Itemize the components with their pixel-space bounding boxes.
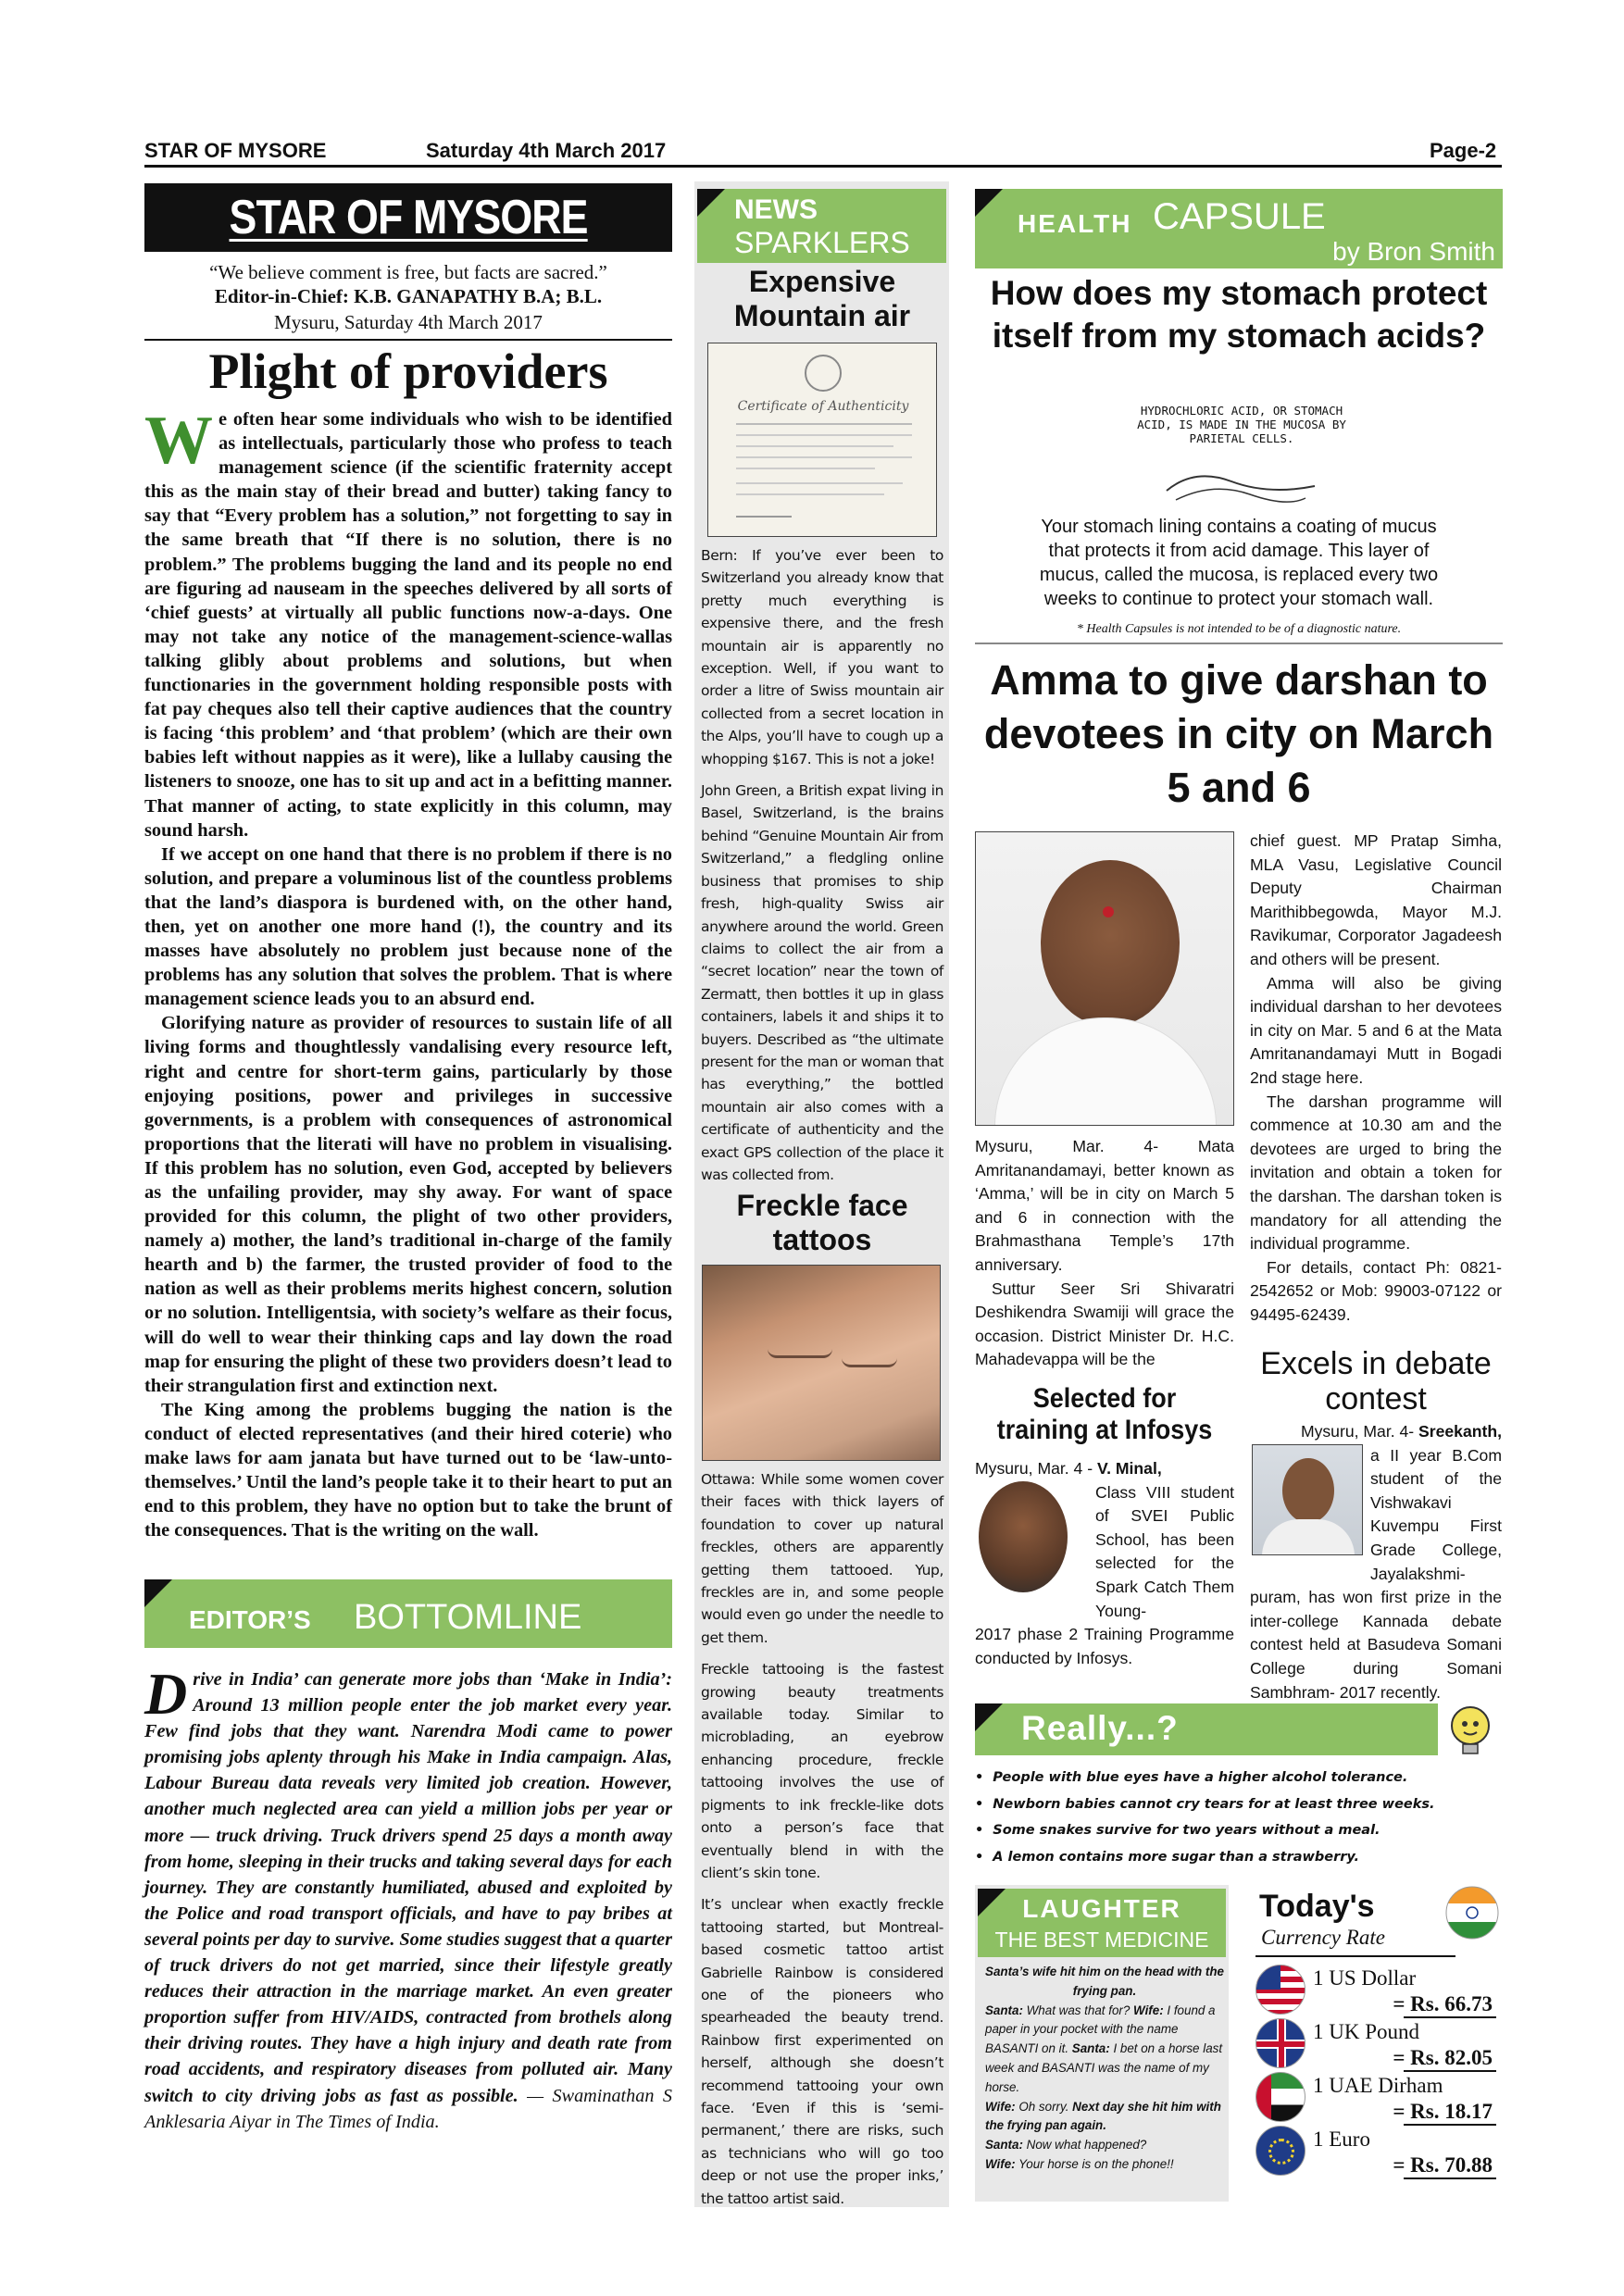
bottomline-byline: — Swaminathan S Anklesaria Aiyar in The Times of India.: [144, 2085, 672, 2132]
minal-photo: [979, 1481, 1068, 1592]
currency-name: 1 US Dollar: [1313, 1966, 1417, 1990]
bottomline-label-bold: EDITOR’S: [189, 1605, 311, 1634]
certificate-image: [707, 343, 937, 537]
training-body-2: 2017 phase 2 Training Programme conducted by Infosys.: [975, 1625, 1234, 1667]
health-label-light: CAPSULE: [1153, 196, 1326, 237]
masthead-editor: Editor-in-Chief: K.B. GANAPATHY B.A; B.L.: [214, 285, 603, 307]
amma-left-paragraph-2: Suttur Seer Sri Shivaratri Deshikendra Swamiji will grace the occasion. District Minister Dr. H.C. Mahadevappa will be the: [975, 1279, 1234, 1369]
health-banner: [975, 189, 1503, 268]
health-sketch-note: HYDROCHLORIC ACID, OR STOMACH ACID, IS MADE IN THE MUCOSA BY PARIETAL CELLS.: [1137, 404, 1346, 445]
banner-corner-mark: [975, 189, 1003, 217]
training-dateline: Mysuru, Mar. 4 -: [975, 1459, 1093, 1478]
masthead-dateline: Mysuru, Saturday 4th March 2017: [274, 311, 543, 333]
laughter-label-light: THE BEST MEDICINE: [994, 1928, 1209, 1952]
banner-corner-mark: [697, 189, 725, 217]
debate-headline: Excels in debate contest: [1260, 1346, 1492, 1416]
currency-value: = Rs. 66.73: [1393, 1992, 1493, 2015]
really-banner: [975, 1703, 1438, 1755]
header-date: Saturday 4th March 2017: [426, 139, 667, 162]
editorial-paragraph-1: e often hear some individuals who wish to be identified as intellectuals, particularly those who profess to teach management science (if the scientific fraternity accept this as the main stay of their bread and butter) taking fancy to say that “Every problem has a solution,” not forgetting to say in the same breath that “If there is no solution, there is no problem.” The problems bugging the land and its people no end are figuring ad nauseam in the speeches delivered by all sorts of ‘chief guests’ at virtually all public functions now-a-days. One may not take any notice of the management-science-wallas talking glibly about problems and solutions, but when functionaries in the government holding responsible posts with fat pay cheques also tell their captive audiences that the country is facing ‘this problem’ and ‘that problem’ (which are their own babies left without nappies as it were), like a lullaby causing the listeners to snooze, one has to sit up and act in a befitting manner. That manner of acting, to state explicitly in this column, may sound harsh.: [144, 409, 672, 841]
header-paper-name: STAR OF MYSORE: [144, 139, 327, 162]
currency-title: Today's: [1259, 1889, 1375, 1924]
really-label: Really...?: [1021, 1709, 1179, 1747]
health-byline: by Bron Smith: [1332, 237, 1495, 266]
laughter-banner: [978, 1889, 1226, 1957]
masthead-rule: [144, 339, 672, 341]
lightbulb-icon: [1440, 1700, 1501, 1761]
debate-body: [1250, 1420, 1502, 1704]
currency-subtitle: Currency Rate: [1261, 1926, 1385, 1949]
india-flag-icon: [1444, 1885, 1500, 1940]
sparklers-story1-title: Expensive Mountain air: [733, 265, 911, 332]
really-item: • Newborn babies cannot cry tears for at least three weeks.: [975, 1791, 1503, 1818]
laughter-speaker: Wife:: [985, 2099, 1016, 2114]
editorial-paragraph-3: Glorifying nature as provider of resources to sustain life of all living forms and thoughtlessly vandalising every resource left, right and centre for short-term gains, particularly by those enjoying positions, power and privileges in successive governments, is a problem with consequences of astronomical proportions that the literati will have no problem in visualising. If this problem has no solution, even God, accepted by believers as the unfailing provider, may shy away. For want of space provided for this column, the plight of two other providers, namely a) mother, the land’s traditional in-charge of the family hearth and b) the farmer, the trusted provider of food to the nation as well as their problems merits highest concern, solution or no solution. Intelligentsia, with society’s welfare as their focus, will do well to wear their thinking caps and lay down the road map for ensuring the plight of these two providers doesn’t lead to their strangulation first and extinction next.: [144, 1013, 672, 1396]
debate-body-2: puram, has won first prize in the inter-college Kannada debate contest held at Basudeva Somani College during Somani Sambhram- 2017 recently.: [1250, 1588, 1502, 1702]
health-rule: [975, 643, 1503, 644]
amma-photo: [975, 831, 1234, 1126]
bottomline-body: [144, 1661, 672, 2135]
sparklers-story2-paragraph-1: Ottawa: While some women cover their faces with thick layers of foundation to cover up natural freckles, others are apparently getting them tattooed. Yup, freckles are in, and some people would even go under the needle to get them.: [701, 1471, 943, 1646]
amma-left-body: [975, 1135, 1234, 1372]
amma-headline: Amma to give darshan to devotees in city on March 5 and 6: [983, 656, 1494, 811]
debate-dateline: Mysuru, Mar. 4-: [1300, 1422, 1415, 1441]
currency-name: 1 Euro: [1313, 2128, 1370, 2151]
health-headline: How does my stomach protect itself from my stomach acids?: [990, 274, 1488, 355]
header-page-number: Page-2: [1430, 139, 1497, 162]
currency-row-usd: [1255, 1965, 1496, 2020]
bottomline-banner: [144, 1579, 672, 1648]
laughter-speaker: Wife:: [1133, 2003, 1164, 2017]
laughter-intro: Santa’s wife hit him on the head with the frying pan.: [985, 1965, 1224, 1998]
debate-body-1: a II year B.Com student of the Vishwakavi Kuvempu First Grade College, Jayalakshmi-: [1370, 1445, 1502, 1583]
currency-value: = Rs. 70.88: [1393, 2153, 1493, 2177]
health-body: Your stomach lining contains a coating of mucus that protects it from acid damage. This layer of mucus, called the mucosa, is replaced every two weeks to continue to protect your stomach wall.: [1039, 517, 1439, 609]
sparklers-story2-title: Freckle face tattoos: [736, 1189, 908, 1256]
amma-right-paragraph-1: chief guest. MP Pratap Simha, MLA Vasu, Legislative Council Deputy Chairman Marithibbegowda, Mayor M.J. Ravikumar, Corporator Jagadeesh and others will be present.: [1250, 831, 1502, 968]
certificate-seal-icon: [805, 355, 842, 392]
sparklers-story2-body: [701, 1468, 943, 2210]
training-body: [975, 1457, 1234, 1670]
currency-row-aed: [1255, 2072, 1496, 2128]
currency-row-eur: [1255, 2126, 1496, 2181]
sparklers-banner: [697, 189, 946, 263]
amma-right-paragraph-4: For details, contact Ph: 0821-2542652 or Mob: 99003-07122 or 94495-62439.: [1250, 1257, 1502, 1324]
banner-corner-mark: [144, 1579, 172, 1607]
us-flag-icon: [1255, 1965, 1305, 2015]
laughter-line: Now what happened?: [1026, 2138, 1147, 2152]
bottomline-dropcap: D: [144, 1661, 188, 1727]
laughter-line: I found a paper in your pocket with the name BASANTI on it.: [985, 2003, 1216, 2056]
really-list: [975, 1765, 1503, 1870]
editorial-paragraph-4: The King among the problems bugging the nation is the conduct of elected representatives (and their hired coterie) who make laws for aam janata but have turned out to be ‘law-unto-themselves.’ Until the land’s people take it to their heart to put an end to this problem, they have no option but to take the brunt of the consequences. That is the writing on the wall.: [144, 1399, 672, 1541]
training-body-1: Class VIII student of SVEI Public School, has been selected for the Spark Catch Them Young-: [1095, 1482, 1234, 1620]
laughter-speaker: Santa:: [1071, 2041, 1110, 2056]
masthead-motto: “We believe comment is free, but facts are sacred.”: [209, 261, 607, 283]
header-rule: [144, 165, 1502, 168]
currency-name: 1 UK Pound: [1313, 2020, 1420, 2043]
really-item: • People with blue eyes have a higher alcohol tolerance.: [975, 1765, 1503, 1791]
sparklers-label-light: SPARKLERS: [734, 226, 910, 259]
laughter-line: What was that for?: [1026, 2003, 1131, 2017]
laughter-line: Next day she hit him with the frying pan again.: [985, 2099, 1221, 2133]
sparklers-story1-body: [701, 544, 943, 1186]
laughter-label-bold: LAUGHTER: [1022, 1894, 1181, 1923]
editorial-body: [144, 403, 672, 1542]
amma-left-paragraph-1: Mysuru, Mar. 4- Mata Amritanandamayi, better known as ‘Amma,’ will be in city on March 5 and 6 in connection with the Brahmasthana Temple’s 17th anniversary.: [975, 1137, 1234, 1274]
laughter-body: [985, 1963, 1224, 2175]
laughter-line: Oh sorry.: [1018, 2099, 1069, 2114]
really-item: • A lemon contains more sugar than a strawberry.: [975, 1844, 1503, 1871]
laughter-speaker: Santa:: [985, 2003, 1023, 2017]
uk-flag-icon: [1255, 2018, 1305, 2068]
laughter-speaker: Wife:: [985, 2156, 1016, 2171]
sparklers-story1-paragraph-1: Bern: If you’ve ever been to Switzerland you already know that pretty much everything is expensive there, and the fresh mountain air is apparently no exception. Well, if you want to order a litre of Swiss mountain air collected from a secret location in the Alps, you’ll have to cough up a whopping $167. This is not a joke!: [701, 547, 943, 767]
currency-row-gbp: [1255, 2018, 1496, 2074]
health-disclaimer: * Health Capsules is not intended to be of a diagnostic nature.: [1076, 622, 1402, 636]
editorial-headline: Plight of providers: [208, 343, 608, 399]
banner-corner-mark: [975, 1703, 1003, 1731]
amma-right-body: [1250, 830, 1502, 1327]
currency-value: = Rs. 82.05: [1393, 2046, 1493, 2069]
eu-flag-icon: [1255, 2126, 1305, 2176]
amma-right-paragraph-2: Amma will also be giving individual darshan to her devotees in city on Mar. 5 and 6 at the Mata Amritanandamayi Mutt in Bogadi 2nd stage here.: [1250, 973, 1502, 1087]
currency-rule: [1255, 1955, 1455, 1957]
editorial-dropcap: W: [144, 403, 213, 479]
training-name: V. Minal,: [1096, 1459, 1162, 1478]
really-item: • Some snakes survive for two years without a meal.: [975, 1817, 1503, 1844]
sreekanth-photo: [1252, 1444, 1363, 1555]
sparklers-story1-paragraph-2: John Green, a British expat living in Basel, Switzerland, is the brains behind “Genuine Mountain Air from Switzerland,” a fledgling online business that promises to ship fresh, high-quality Swiss air anywhere around the world. Green claims to collect the air from a “secret location” near the town of Zermatt, then bottles it up in glass containers, labels it and ships it to buyers. Described as “the ultimate present for the man or woman that has everything,” the bottled mountain air also comes with a certificate of authenticity and the exact GPS collection of the place it was collected from.: [701, 782, 943, 1183]
debate-name: Sreekanth,: [1418, 1422, 1502, 1441]
bottomline-label-light: BOTTOMLINE: [354, 1598, 582, 1637]
stomach-sketch-icon: [1157, 463, 1324, 509]
uae-flag-icon: [1255, 2072, 1305, 2122]
sparklers-story2-paragraph-2: Freckle tattooing is the fastest growing beauty treatments available today. Similar to microblading, an eyebrow enhancing procedure, freckle tattooing involves the use of pigments to ink freckle-like dots onto a person’s face that eventually blend in with the client’s skin tone.: [701, 1661, 943, 1881]
masthead-title: STAR OF MYSORE: [144, 183, 672, 252]
sparklers-label-bold: NEWS: [734, 194, 818, 225]
laughter-line: Your horse is on the phone!!: [1018, 2156, 1174, 2171]
training-headline: Selected for training at Infosys: [996, 1383, 1213, 1445]
amma-right-paragraph-3: The darshan programme will commence at 10.30 am and the devotees are urged to bring the invitation and obtain a token for the darshan. The darshan token is mandatory for all attending the individual programme.: [1250, 1092, 1502, 1254]
sparklers-story2-paragraph-3: It’s unclear when exactly freckle tattooing started, but Montreal-based cosmetic tattoo artist Gabrielle Rainbow is considered one of the pioneers who spearheaded the beauty trend. Rainbow first experimented on herself, although she doesn’t recommend tattooing your own face. ‘Even if this is ‘semi-permanent,’ there are risks, such as technicians who will go too deep or not use the proper inks,’ the tattoo artist said.: [701, 1896, 943, 2207]
freckle-face-photo: [702, 1265, 941, 1461]
editorial-paragraph-2: If we accept on one hand that there is no problem if there is no solution, and prepare a voluminous list of the countless problems that the land’s diaspora is burdened with, on the other hand, then, yet on another one more hand (!), the country and its masses have absolutely no problem just because none of the problems has any solution that solves the problem. That is where management science leads you to an absurd end.: [144, 843, 672, 1010]
certificate-title: Certificate of Authenticity: [737, 399, 909, 414]
laughter-speaker: Santa:: [985, 2138, 1023, 2152]
currency-value: = Rs. 18.17: [1393, 2100, 1493, 2123]
laughter-line: I bet on a horse last week and BASANTI was the name of my horse.: [985, 2041, 1223, 2094]
currency-name: 1 UAE Dirham: [1313, 2074, 1443, 2097]
bottomline-text: rive in India’ can generate more jobs than ‘Make in India’: Around 13 million people enter the job market every year. Few find jobs that they want. Narendra Modi came to power promising jobs aplenty through his Make in India campaign. Alas, Labour Bureau data reveals very limited job creation. However, another much neglected area can yield a million jobs per year or more — truck driving. Truck drivers spend 25 days a month away from home, sleeping in their trucks and taking several days for each journey. They are constantly humiliated, abused and exploited by the Police and road transport officials, and have to pay bribes at several points per day to survive. Some studies suggest that a quarter of truck drivers do not get married, since their lifestyle greatly reduces their attraction in the marriage market. An even greater proportion suffer from HIV/AIDS, contracted from brothels along their driving routes. They have a high injury and death rate from road accidents, and respiratory diseases from polluted air. Many switch to city driving jobs as fast as possible.: [144, 1669, 672, 2106]
health-label-bold: HEALTH: [1018, 209, 1132, 238]
